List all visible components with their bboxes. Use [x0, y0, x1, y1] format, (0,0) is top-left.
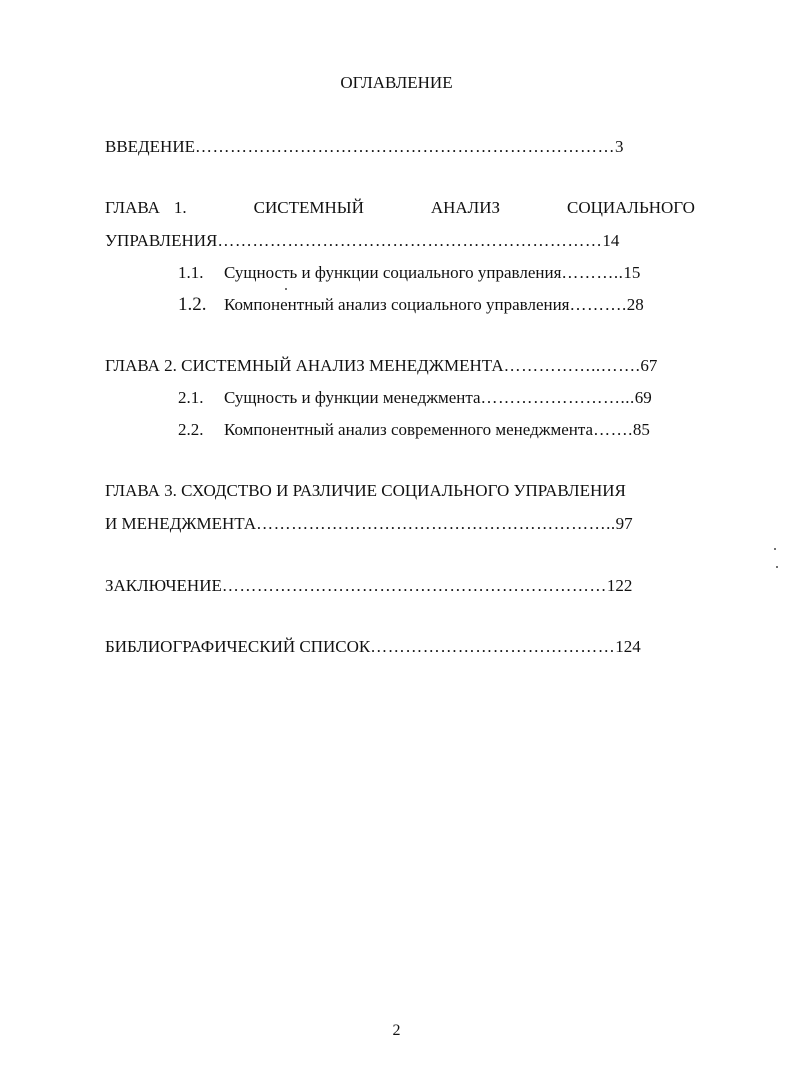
- toc-leader: ……………………...: [480, 388, 635, 407]
- toc-entry-text: Компонентный анализ современного менеджмента: [224, 420, 594, 439]
- chapter-word: ГЛАВА: [105, 198, 160, 217]
- toc-leader: …………………………………………………………: [221, 576, 607, 595]
- toc-page-number: 3: [614, 137, 624, 156]
- toc-entry-conclusion[interactable]: [105, 576, 695, 596]
- chapter-word: АНАЛИЗ: [430, 198, 500, 217]
- toc-entry-text: БИБЛИОГРАФИЧЕСКИЙ СПИСОК: [105, 637, 371, 656]
- toc-page-number: 28: [626, 295, 644, 314]
- section-number: 2.2.: [178, 420, 204, 439]
- chapter-word: СИСТЕМНЫЙ: [253, 198, 364, 217]
- page-title: ОГЛАВЛЕНИЕ: [340, 73, 453, 92]
- toc-page-number: 85: [632, 420, 650, 439]
- toc-entry-text: УПРАВЛЕНИЯ: [105, 231, 218, 250]
- toc-entry-text: ЗАКЛЮЧЕНИЕ: [105, 576, 222, 595]
- toc-leader: …….: [593, 420, 633, 439]
- toc-entry-chapter-1-line-2[interactable]: [105, 231, 695, 251]
- scan-speck: [285, 288, 287, 290]
- toc-entry-section-2-1[interactable]: [178, 388, 691, 408]
- toc-entry-section-1-2[interactable]: [178, 294, 691, 316]
- toc-page-number: 14: [602, 231, 620, 250]
- toc-entry-bibliography[interactable]: [105, 637, 695, 657]
- toc-leader: ……………………………………………………..: [256, 514, 616, 533]
- toc-leader: ………..: [561, 263, 624, 282]
- toc-leader: ……….: [569, 295, 627, 314]
- toc-page-number: 67: [640, 356, 658, 375]
- toc-entry-chapter-2[interactable]: [105, 356, 695, 376]
- toc-leader: ………………………………………………………………: [194, 137, 615, 156]
- toc-entry-section-1-1[interactable]: [178, 263, 691, 283]
- section-number: 2.1.: [178, 388, 204, 407]
- toc-entry-chapter-3-line-1[interactable]: [105, 481, 695, 501]
- toc-entry-text: Компонентный анализ социального управления: [224, 295, 570, 314]
- toc-page-number: 15: [623, 263, 641, 282]
- toc-page-number: 69: [634, 388, 652, 407]
- toc-leader: ……………………………………: [370, 637, 616, 656]
- toc-entry-intro[interactable]: [105, 137, 695, 157]
- toc-page-number: 124: [615, 637, 641, 656]
- toc-entry-section-2-2[interactable]: [178, 420, 691, 440]
- toc-entry-text: Сущность и функции менеджмента: [224, 388, 481, 407]
- toc-page-number: 97: [615, 514, 633, 533]
- toc-entry-text: ГЛАВА 3. СХОДСТВО И РАЗЛИЧИЕ СОЦИАЛЬНОГО УПРАВЛЕНИЯ: [105, 481, 626, 500]
- toc-page-number: 122: [606, 576, 633, 595]
- chapter-label: [105, 198, 187, 218]
- section-number: 1.2.: [178, 294, 207, 315]
- chapter-number: 1.: [173, 198, 187, 217]
- toc-leader: ……………..…….: [503, 356, 641, 375]
- toc-entry-text: ВВЕДЕНИЕ: [105, 137, 195, 156]
- toc-leader: …………………………………………………………: [217, 231, 603, 250]
- toc-entry-chapter-3-line-2[interactable]: [105, 514, 695, 534]
- section-number: 1.1.: [178, 263, 204, 282]
- toc-entry-text: ГЛАВА 2. СИСТЕМНЫЙ АНАЛИЗ МЕНЕДЖМЕНТА: [105, 356, 504, 375]
- toc-entry-text: Сущность и функции социального управления: [224, 263, 562, 282]
- page-number: 2: [392, 1022, 401, 1039]
- scan-speck: [774, 548, 776, 550]
- scan-speck: [776, 566, 778, 568]
- toc-entry-chapter-1-line-1[interactable]: [105, 198, 695, 218]
- chapter-word: СОЦИАЛЬНОГО: [566, 198, 695, 217]
- toc-entry-text: И МЕНЕДЖМЕНТА: [105, 514, 257, 533]
